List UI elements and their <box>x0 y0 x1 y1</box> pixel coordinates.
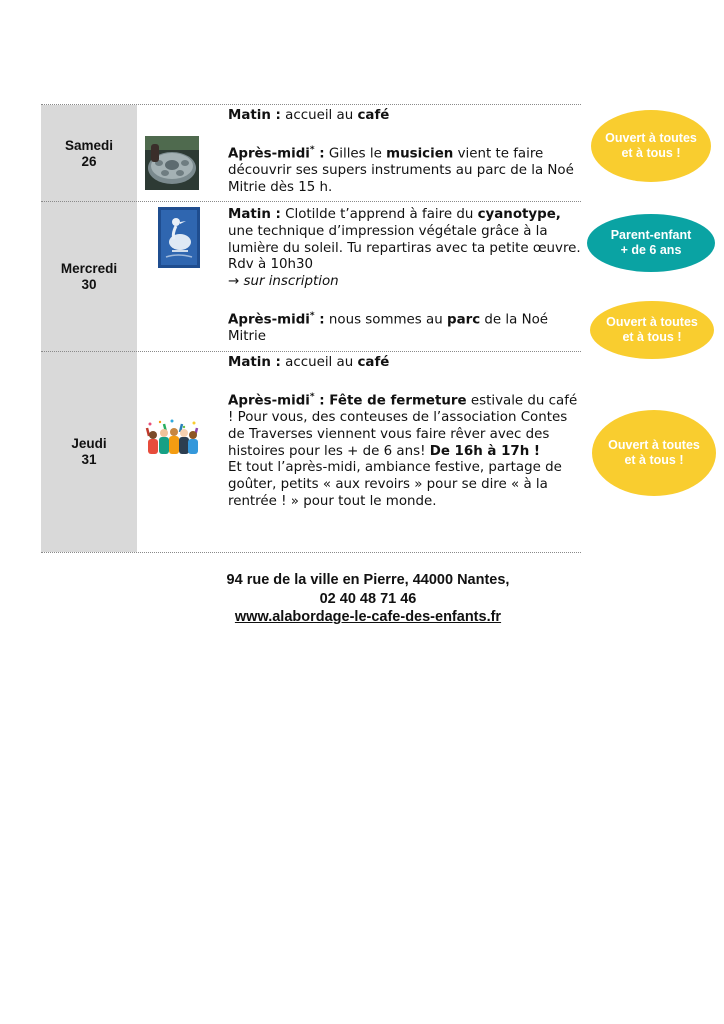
handpan-drum-image <box>145 136 199 190</box>
morning-bold: cyanotype, <box>477 207 561 222</box>
weekday: Jeudi <box>71 436 107 451</box>
afternoon-label: Après-midi <box>228 393 310 409</box>
morning-text: accueil au <box>280 355 358 370</box>
day-row-jeudi <box>41 351 581 553</box>
morning-text: accueil au <box>280 108 358 123</box>
colon: : <box>314 312 325 328</box>
afternoon-text-1: nous sommes au <box>324 312 447 328</box>
day-text <box>228 355 584 511</box>
date: 31 <box>81 452 97 467</box>
afternoon-text-2: vient te faire découvrir ses supers instruments au parc de la Noé Mitrie dès 15 h. <box>228 146 574 195</box>
date: 26 <box>81 153 97 169</box>
badge-line2: et à tous ! <box>624 453 684 467</box>
cyanotype-bird-image <box>158 207 200 268</box>
day-row-samedi <box>41 104 581 202</box>
morning-text-1: Clotilde t’apprend à faire du <box>280 207 478 222</box>
afternoon-text-1: Gilles le <box>324 146 387 162</box>
morning-label: Matin : <box>228 355 281 370</box>
star: * <box>309 391 315 402</box>
badge-line1: Ouvert à toutes <box>605 131 697 145</box>
afternoon-label: Après-midi <box>228 312 310 328</box>
inscription-note: sur inscription <box>243 274 339 290</box>
day-cell <box>41 202 137 352</box>
star: * <box>309 310 315 321</box>
badge-line1: Parent-enfant <box>610 228 692 242</box>
afternoon-text-2: de la Noé Mitrie <box>228 312 549 345</box>
afternoon-text-1: estivale du café ! Pour vous, des conteuses de l’association Contes de Traverses viennent vous faire rêver avec des histoires pour les + de 6 ans! <box>228 393 578 459</box>
day-cell <box>41 105 137 202</box>
morning-bold: café <box>357 355 390 370</box>
badge-line2: et à tous ! <box>622 330 682 344</box>
website-link[interactable]: www.alabordage-le-cafe-des-enfants.fr <box>234 609 502 625</box>
afternoon-label: Après-midi <box>228 146 310 162</box>
afternoon-text-2: Et tout l’après-midi, ambiance festive, partage de goûter, petits « aux revoirs » pour se dire « à la rentrée ! » pour tout le monde. <box>228 460 562 510</box>
afternoon-bold-1: parc <box>446 312 481 328</box>
colon: : <box>314 146 325 162</box>
day-text <box>228 108 584 197</box>
arrow: → <box>228 274 244 290</box>
open-to-all-badge-jeudi <box>592 410 716 496</box>
afternoon-bold-1: musicien <box>386 146 454 162</box>
badge-line2: + de 6 ans <box>620 243 682 257</box>
morning-bold: café <box>357 108 390 123</box>
party-crowd-image <box>144 418 200 456</box>
day-text <box>228 207 584 346</box>
morning-label: Matin : <box>228 207 281 222</box>
star: * <box>309 144 315 155</box>
parent-child-badge-mercredi <box>587 214 715 272</box>
day-cell <box>41 352 137 552</box>
weekday: Samedi <box>64 137 114 153</box>
weekday: Mercredi <box>60 261 118 276</box>
badge-line1: Ouvert à toutes <box>606 315 698 329</box>
open-to-all-badge-samedi <box>591 110 711 182</box>
afternoon-bold-1: De 16h à 17h ! <box>429 443 541 459</box>
morning-text-2: une technique d’impression végétale grâce à la lumière du soleil. Tu repartiras avec ta petite œuvre. Rdv à 10h30 <box>228 223 581 273</box>
phone-number: 02 40 48 71 46 <box>319 590 417 607</box>
badge-line1: Ouvert à toutes <box>608 438 700 452</box>
colon: : Fête de fermeture <box>314 393 467 409</box>
badge-line2: et à tous ! <box>621 146 681 160</box>
day-row-mercredi <box>41 201 581 352</box>
open-to-all-badge-mercredi <box>590 301 714 359</box>
morning-label: Matin : <box>228 108 281 123</box>
contact-footer <box>150 571 586 627</box>
address: 94 rue de la ville en Pierre, 44000 Nantes, <box>226 572 510 588</box>
date: 30 <box>81 277 97 292</box>
